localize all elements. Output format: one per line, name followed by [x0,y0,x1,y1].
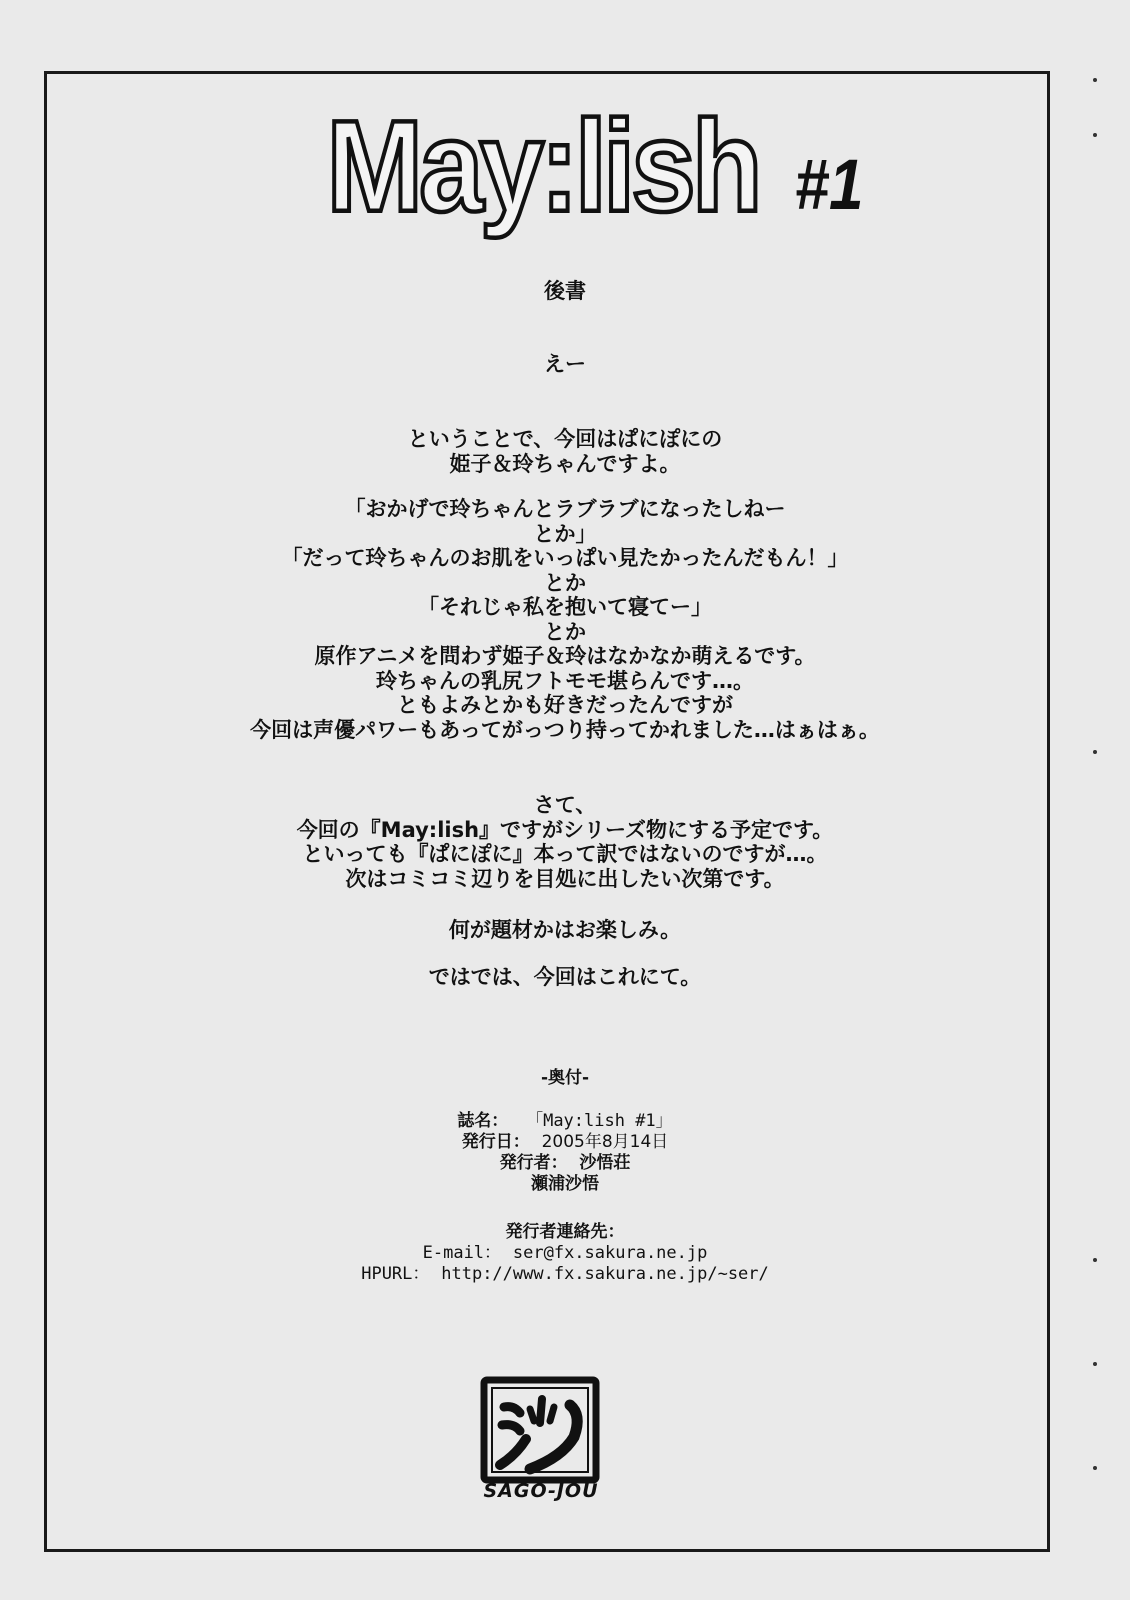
afterword-paragraph-1 [60,427,1070,476]
title-block [0,93,1130,239]
afterword-paragraph-5 [60,965,1070,990]
colophon-url-row [60,1264,1070,1285]
text-line: 次はコミコミ辺りを目処に出したい次第です。 [345,866,785,891]
afterword-heading [60,279,1070,304]
colophon-date-row [60,1132,1070,1153]
margin-dot [1093,78,1097,82]
margin-dot [1093,1466,1097,1470]
colophon-title-value: 「May:lish #1」 [526,1111,673,1131]
colophon-url-label: HPURL： [361,1264,430,1284]
text-line: ともよみとかも好きだったんですが [397,693,733,717]
afterword-opening-text: えー [544,352,586,376]
colophon-email-label: E-mail： [422,1243,502,1263]
colophon-publisher-row [60,1153,1070,1174]
afterword-paragraph-4 [60,918,1070,943]
afterword-paragraph-3 [60,793,1070,891]
colophon-author: 瀬浦沙悟 [531,1174,599,1194]
colophon-contact [60,1222,1070,1285]
text-line: とか [544,619,586,644]
text-line: 玲ちゃんの乳尻フトモモ堪らんです…。 [376,668,754,693]
text-line: 姫子＆玲ちゃんですよ。 [449,451,681,476]
text-line: さて、 [533,793,597,817]
colophon-heading-text: -奥付- [540,1068,590,1088]
colophon-contact-heading: 発行者連絡先： [505,1222,625,1242]
logo-caption: SAGO-JOU [483,1480,599,1502]
text-line: 「だって玲ちゃんのお肌をいっぱい見たかったんだもん！」 [281,546,849,570]
colophon-publisher-label: 発行者： [499,1153,568,1173]
colophon-title-row [60,1111,1070,1132]
text-line: といっても『ぱにぽに』本って訳ではないのですが…。 [302,842,828,866]
text-line: 今回の『May:lish』ですがシリーズ物にする予定です。 [296,817,834,842]
colophon-date-value: 2005年8月14日 [541,1132,669,1152]
colophon-email-row [60,1243,1070,1264]
title-main: May:lish [326,93,759,239]
colophon-details [60,1111,1070,1195]
text-line: 何が題材かはお楽しみ。 [448,918,682,942]
afterword-heading-text: 後書 [544,279,586,303]
colophon-title-label: 誌名： [457,1111,509,1131]
text-line: 「おかげで玲ちゃんとラブラブになったしねー [344,497,786,521]
colophon-publisher-value: 沙悟荘 [579,1153,631,1173]
sago-jou-logo-icon [470,1375,610,1530]
text-line: 「それじゃ私を抱いて寝てー」 [418,595,712,619]
text-line: ではでは、今回はこれにて。 [428,965,702,989]
afterword-paragraph-2 [60,497,1070,742]
text-line: 原作アニメを問わず姫子＆玲はなかなか萌えるです。 [314,644,816,668]
text-line: ということで、今回はぱにぽにの [407,427,723,451]
colophon-heading [60,1068,1070,1089]
colophon-email-value: ser@fx.sakura.ne.jp [512,1243,708,1263]
text-line: 今回は声優パワーもあってがっつり持ってかれました…はぁはぁ。 [250,717,880,742]
text-line: とか [544,570,586,595]
margin-dot [1093,1258,1097,1262]
colophon-date-label: 発行日： [461,1132,530,1152]
afterword-opening [60,352,1070,377]
margin-dot [1093,1362,1097,1366]
colophon-url-value: http://www.fx.sakura.ne.jp/~ser/ [441,1264,769,1284]
text-line: とか」 [533,521,597,546]
margin-dot [1093,750,1097,754]
title-number: #1 [794,145,864,226]
